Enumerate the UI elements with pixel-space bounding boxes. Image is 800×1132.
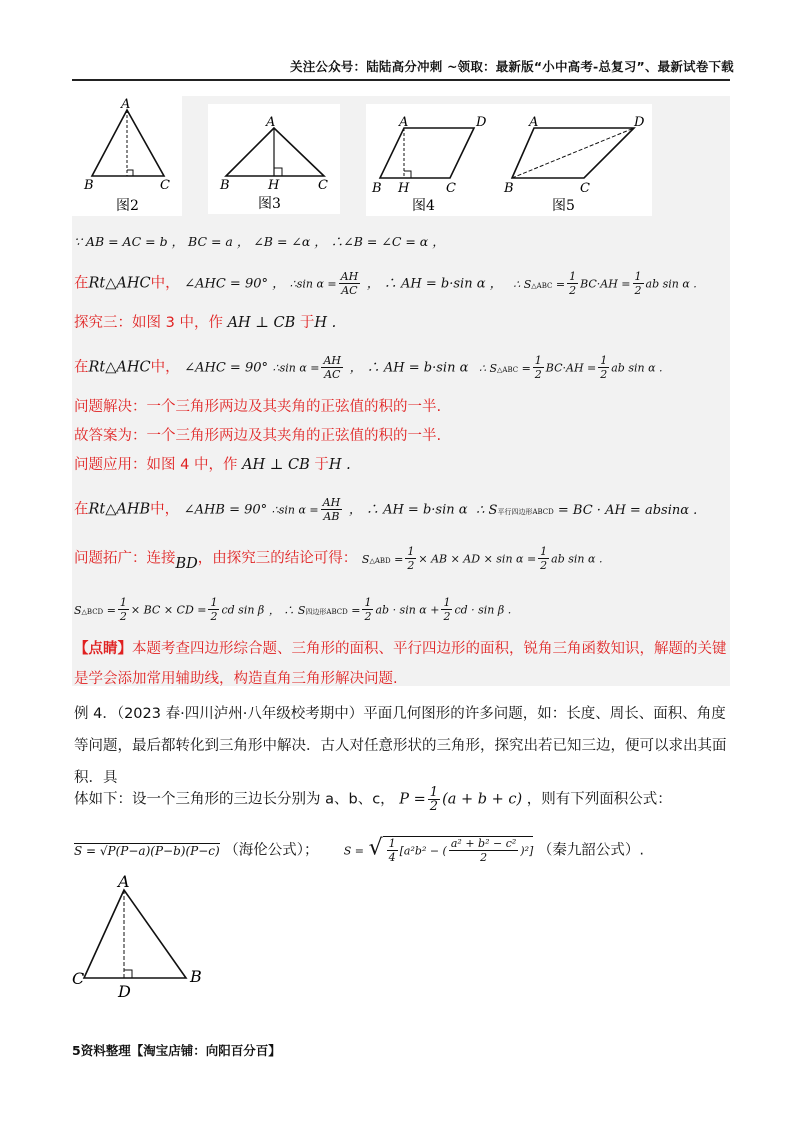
comment-block bbox=[74, 634, 734, 694]
fraction bbox=[387, 837, 398, 864]
text-run: 1 bbox=[364, 596, 372, 609]
text-run: 问题拓广：连接 bbox=[74, 550, 176, 567]
fraction bbox=[633, 270, 644, 297]
text-run: S bbox=[361, 552, 370, 566]
text-run: ∠AHC = 90° ， bbox=[184, 276, 286, 292]
text-run: Rt△AHC bbox=[88, 359, 151, 376]
fraction bbox=[441, 596, 452, 623]
solution-line-given: ∵ AB = AC = b ， BC = a ， ∠B = ∠α ， ∴∠B = ∠C = α ， bbox=[74, 234, 445, 249]
text-run: 在 bbox=[74, 275, 89, 292]
text-run: 1 bbox=[634, 270, 642, 283]
text-run: BC·AH = bbox=[545, 361, 597, 375]
label-c: C bbox=[72, 969, 85, 988]
text-run: 体如下：设一个三角形的三边长分别为 a、b、c， bbox=[74, 791, 395, 808]
text-run: ab sin α bbox=[611, 361, 656, 375]
text-run: AB bbox=[323, 510, 340, 523]
text-run: = BC · AH = absinα . bbox=[557, 502, 698, 518]
text-run: ∴ S bbox=[478, 361, 497, 375]
text-run: cd sin β bbox=[221, 603, 265, 617]
text-run: AH ⊥ CB bbox=[227, 315, 296, 331]
fraction bbox=[533, 354, 544, 381]
figure-stroke bbox=[404, 171, 411, 178]
figure-stroke bbox=[274, 168, 282, 176]
text-run: 1 bbox=[407, 545, 415, 558]
text-run: × AB × AD × sin α = bbox=[418, 552, 537, 566]
fraction bbox=[118, 596, 129, 623]
label-c: C bbox=[580, 181, 590, 196]
label-d: D bbox=[634, 115, 645, 130]
text-run: . bbox=[655, 361, 663, 375]
text-run: 2 bbox=[364, 610, 372, 623]
fraction bbox=[449, 837, 518, 864]
text-run: (a + b + c) bbox=[442, 791, 523, 808]
text-run: 2 bbox=[443, 610, 451, 623]
text-run: △ABC bbox=[497, 365, 519, 374]
text-run: ，由探究三的结论可得： bbox=[197, 550, 358, 567]
example-4-formulas bbox=[74, 836, 644, 864]
text-run: [a²b² − ( bbox=[399, 844, 447, 858]
text-run: 1 bbox=[540, 545, 548, 558]
text-run: H . bbox=[328, 457, 351, 473]
label-h: H bbox=[398, 181, 410, 196]
label-a: A bbox=[118, 872, 130, 891]
text-run: 2 bbox=[534, 368, 542, 381]
text-run: 1 bbox=[119, 596, 127, 609]
text-run: 在 bbox=[74, 359, 89, 376]
page-header: 关注公众号：陆陆高分冲刺 ~领取：最新版“小中高考-总复习”、最新试卷下载 bbox=[290, 59, 734, 74]
text-run: P = bbox=[399, 791, 426, 808]
text-run: H . bbox=[314, 315, 337, 331]
solution-line-explore-3 bbox=[74, 313, 336, 333]
text-run: 2 bbox=[569, 284, 577, 297]
text-run: 4 bbox=[388, 851, 396, 864]
text-run: = bbox=[521, 361, 531, 375]
text-run: ， ∴ AH = b·sin α ， bbox=[366, 276, 503, 292]
label-d: D bbox=[118, 982, 131, 1001]
text-run: 2 bbox=[634, 284, 642, 297]
label-b: B bbox=[220, 178, 230, 193]
fraction bbox=[598, 354, 609, 381]
solution-line-rt-ahc-2 bbox=[74, 354, 663, 381]
label-c: C bbox=[160, 178, 170, 193]
text-run bbox=[383, 836, 534, 864]
text-run: 2 bbox=[119, 610, 127, 623]
text-run: ∴sin α = bbox=[271, 503, 319, 517]
label-a: A bbox=[121, 97, 131, 112]
text-run: ， ∴ AH = b·sin α bbox=[348, 502, 468, 518]
label-c: C bbox=[318, 178, 328, 193]
text-run: ab sin α bbox=[551, 552, 596, 566]
figure-5-caption: 图5 bbox=[552, 198, 575, 214]
fraction bbox=[428, 786, 440, 813]
figure-stroke bbox=[226, 128, 324, 176]
figure-stroke bbox=[92, 110, 164, 176]
comment-body: 本题考查四边形综合题、三角形的面积、平行四边形的面积，锐角三角函数知识，解题的关键是学会添加常用辅助线，构造直角三角形解决问题. bbox=[74, 641, 727, 687]
header-rule bbox=[72, 79, 730, 81]
text-run bbox=[513, 278, 565, 291]
text-run bbox=[476, 503, 697, 518]
fraction bbox=[362, 596, 373, 623]
text-run: ab · sin α + bbox=[375, 603, 440, 617]
example-4-intro: 例 4．（2023 春·四川泸州·八年级校考期中）平面几何图形的许多问题，如：长度、周长、面积、角度等问题，最后都转化到三角形中解决．古人对任意形状的三角形，探究出若已知三边，便可以求出其面积．具 bbox=[74, 706, 727, 786]
text-run: . bbox=[595, 552, 603, 566]
qin-label: （秦九韶公式）. bbox=[537, 842, 644, 859]
text-run: 于 bbox=[299, 315, 315, 331]
figure-stroke bbox=[127, 170, 133, 176]
text-run: 1 bbox=[429, 785, 439, 800]
text-run: 2 bbox=[540, 559, 548, 572]
text-run: 1 bbox=[534, 354, 542, 367]
text-run: ， ∴ S bbox=[268, 603, 306, 617]
solution-line-application bbox=[74, 455, 351, 475]
text-run: 于 bbox=[314, 457, 329, 473]
text-run: 1 bbox=[210, 596, 218, 609]
text-run: 1 bbox=[388, 837, 396, 850]
fraction bbox=[538, 545, 549, 572]
text-run: = bbox=[555, 277, 566, 291]
heron-label: （海伦公式）； bbox=[224, 842, 319, 859]
text-run: AC bbox=[341, 284, 358, 297]
text-run: AH bbox=[340, 270, 359, 283]
text-run: ∴sin α = bbox=[272, 361, 320, 375]
comment-bracket: 【点睛】 bbox=[74, 641, 132, 657]
text-run: AH bbox=[322, 496, 341, 509]
text-run: ∴ S bbox=[476, 502, 498, 518]
label-a: A bbox=[266, 115, 276, 130]
figure-4-caption: 图4 bbox=[412, 198, 435, 214]
text-run: 2 bbox=[210, 610, 218, 623]
text-run: 四边形ABCD bbox=[305, 607, 348, 616]
text-run: Rt△AHC bbox=[88, 275, 151, 292]
solution-line-rt-ahb bbox=[74, 496, 697, 523]
label-b: B bbox=[190, 967, 202, 986]
text-run: BD bbox=[175, 555, 198, 572]
fraction bbox=[321, 496, 343, 523]
figure-stroke bbox=[84, 890, 186, 978]
text-run: . bbox=[689, 277, 697, 291]
label-b: B bbox=[84, 178, 94, 193]
solution-line-answer: 故答案为：一个三角形两边及其夹角的正弦值的积的一半. bbox=[74, 428, 442, 444]
text-run: ∠AHC = 90° bbox=[184, 360, 268, 376]
text-run: 2 bbox=[480, 851, 488, 864]
text-run: S = bbox=[343, 844, 364, 858]
text-run: 中， bbox=[150, 501, 180, 518]
text-run: = bbox=[351, 603, 361, 617]
heron-formula: S = √P(P−a)(P−b)(P−c) bbox=[74, 843, 220, 858]
text-run: ∠AHB = 90° bbox=[183, 502, 268, 518]
text-run: 中， bbox=[150, 275, 180, 292]
label-h: H bbox=[268, 178, 280, 193]
figure-4-5 bbox=[366, 104, 652, 216]
text-run bbox=[479, 362, 531, 375]
fraction bbox=[321, 354, 343, 381]
fraction bbox=[339, 270, 361, 297]
text-run: 2 bbox=[600, 368, 608, 381]
text-run: 探究三：如图 3 中，作 bbox=[74, 315, 223, 331]
text-run: √ bbox=[368, 835, 383, 861]
text-run: 平行四边形ABCD bbox=[497, 507, 554, 516]
label-c: C bbox=[446, 181, 456, 196]
text-run: × BC × CD = bbox=[130, 603, 207, 617]
text-run: . bbox=[504, 603, 512, 617]
text-run bbox=[269, 604, 361, 617]
text-run: △BCD bbox=[81, 607, 104, 616]
solution-line-s-bcd bbox=[74, 596, 511, 623]
label-d: D bbox=[476, 115, 487, 130]
figure-2 bbox=[72, 96, 182, 216]
text-run: = bbox=[394, 552, 404, 566]
text-run: cd · sin β bbox=[454, 603, 505, 617]
text-run: AH bbox=[323, 354, 342, 367]
text-run: 1 bbox=[569, 270, 577, 283]
text-run: 中， bbox=[150, 359, 180, 376]
label-a: A bbox=[399, 115, 409, 130]
label-a: A bbox=[529, 115, 539, 130]
solution-line-rt-ahc-1 bbox=[74, 270, 697, 297]
solution-line-problem-solve: 问题解决：一个三角形两边及其夹角的正弦值的积的一半. bbox=[74, 399, 442, 415]
text-run: ab sin α bbox=[645, 277, 690, 291]
text-run: AH ⊥ CB bbox=[242, 457, 310, 473]
text-run: 1 bbox=[443, 596, 451, 609]
fraction bbox=[405, 545, 416, 572]
figure-3-caption: 图3 bbox=[258, 196, 281, 212]
text-run: AC bbox=[324, 368, 341, 381]
fraction bbox=[208, 596, 219, 623]
text-run: ∴sin α = bbox=[289, 277, 337, 291]
page-footer: 5资料整理【淘宝店铺：向阳百分百】 bbox=[72, 1043, 281, 1058]
text-run: 2 bbox=[429, 799, 439, 814]
text-run: = bbox=[106, 603, 116, 617]
text-run: BC·AH = bbox=[580, 277, 631, 291]
text-run bbox=[362, 553, 403, 566]
text-run: 1 bbox=[600, 354, 608, 367]
figure-3 bbox=[208, 104, 340, 214]
figure-2-caption: 图2 bbox=[116, 198, 139, 214]
fraction bbox=[567, 270, 578, 297]
solution-line-extension bbox=[74, 545, 602, 572]
text-run: Rt△AHB bbox=[88, 501, 151, 518]
figure-example-4 bbox=[66, 870, 226, 1014]
label-b: B bbox=[372, 181, 382, 196]
text-run: S bbox=[74, 603, 82, 617]
text-run: 问题应用：如图 4 中，作 bbox=[74, 457, 238, 473]
text-run: △ABC bbox=[531, 281, 553, 290]
text-run: ， ∴ AH = b·sin α bbox=[349, 360, 469, 376]
text-run: )²] bbox=[520, 844, 534, 858]
text-run: 在 bbox=[74, 501, 89, 518]
text-run: a² + b² − c² bbox=[450, 837, 517, 850]
text-run: ∴ S bbox=[513, 277, 532, 291]
example-4-perimeter-line bbox=[74, 786, 672, 813]
text-run: 2 bbox=[407, 559, 415, 572]
text-run bbox=[74, 604, 116, 617]
text-run: ，则有下列面积公式： bbox=[526, 791, 672, 808]
figure-stroke bbox=[380, 128, 474, 178]
text-run: △ABD bbox=[369, 556, 391, 565]
figure-stroke bbox=[124, 970, 132, 978]
label-b: B bbox=[504, 181, 514, 196]
